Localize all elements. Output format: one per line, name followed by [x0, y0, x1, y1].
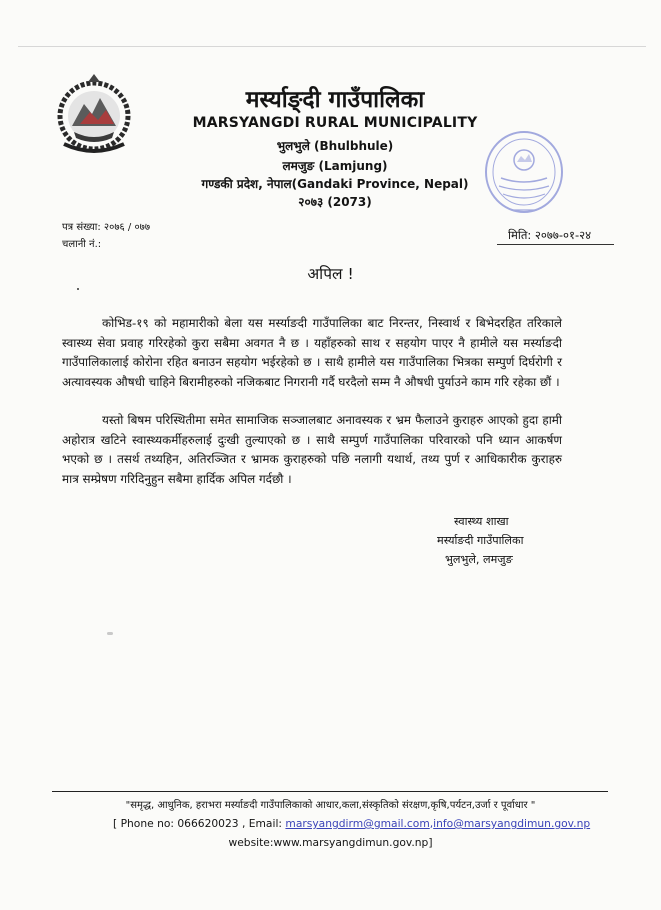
signature-office: मर्स्याङदी गाउँपालिका	[437, 534, 524, 547]
signature-location: भुलभुले, लमजुङ	[445, 553, 513, 566]
municipality-name-english: MARSYANGDI RURAL MUNICIPALITY	[192, 115, 478, 131]
email-separator: ,	[429, 817, 434, 830]
established-year: २०७३ (2073)	[298, 195, 372, 209]
district-name: लमजुङ (Lamjung)	[282, 159, 388, 173]
office-location: भुलभुले (Bhulbhule)	[276, 139, 394, 153]
letter-date: मिति: २०७७-०१-२४	[508, 228, 592, 242]
body-paragraph: यस्तो बिषम परिस्थितीमा समेत सामाजिक सञ्जालबाट अनावस्यक र भ्रम फैलाउने कुराहरु आएको हुदा हामी अहोरात्र खटिने स्वास्थ्यकर्मीहरुलाई दुःखी तुल्याएको छ । साथै सम्पुर्ण गाउँपालिका परिवारको पनि ध्यान आकर्षण भएको छ । तसर्थ तथ्यहिन, अतिरञ्जित र भ्रामक कुराहरुको पछि नलागी यथार्थ, तथ्य पुर्ण र आधिकारीक कुराहरु मात्र सम्प्रेषण गरिदिनुहुन सबैमा हार्दिक अपिल गर्दछौ ।	[62, 413, 562, 486]
letter-subject: अपिल !	[307, 265, 354, 283]
dispatch-number: चलानी नं.:	[62, 239, 102, 250]
office-seal-stamp-icon	[481, 126, 567, 224]
signature-department: स्वास्थ्य शाखा	[454, 515, 509, 528]
scan-speck	[107, 632, 113, 635]
nepal-emblem-icon	[50, 72, 138, 158]
reference-number: पत्र संख्या: २०७६ / ०७७	[62, 222, 151, 233]
phone-info: [ Phone no: 066620023 , Email:	[113, 817, 286, 830]
body-paragraph: कोभिड-१९ को महामारीको बेला यस मर्स्याङदी गाउँपालिका बाट निरन्तर, निस्वार्थ र बिभेदरहित तरिकाले स्वास्थ्य सेवा प्रवाह गरिरहेको कुरा सबैमा अवगत नै छ । यहाँहरुको साथ र सहयोग पाएर नै हामीले यस मर्स्याङदी गाउँपालिकालाई कोरोना रहित बनाउन सहयोग भईरहेको छ । साथै हामीले यस गाउँपालिका भित्रका सम्पुर्ण दिर्घरोगी र अत्यावस्यक औषधी चाहिने बिरामीहरुको नजिकबाट निगरानी गर्दै घरदैलो सम्म नै औषधी पुर्याउने काम गरि रहेका छौं ।	[62, 316, 562, 389]
footer-contact	[113, 817, 590, 830]
footer-rule	[52, 791, 608, 792]
top-rule	[18, 46, 646, 47]
email-link-primary[interactable]: marsyangdirm@gmail.com	[285, 817, 430, 830]
province-name: गण्डकी प्रदेश, नेपाल(Gandaki Province, Nepal)	[201, 177, 469, 191]
ink-dot	[77, 288, 79, 290]
footer-website: website:www.marsyangdimun.gov.np]	[228, 836, 433, 849]
email-link-info[interactable]: info@marsyangdimun.gov.np	[433, 817, 591, 830]
date-underline	[497, 244, 614, 245]
municipality-name-nepali: मर्स्याङ्दी गाउँपालिका	[245, 87, 425, 113]
footer-motto: "समृद्ध, आधुनिक, हराभरा मर्स्याङदी गाउँपालिकाको आधार,कला,संस्कृतिको संरक्षण,कृषि,पर्यटन,उर्जा र पूर्वाधार "	[125, 800, 536, 811]
